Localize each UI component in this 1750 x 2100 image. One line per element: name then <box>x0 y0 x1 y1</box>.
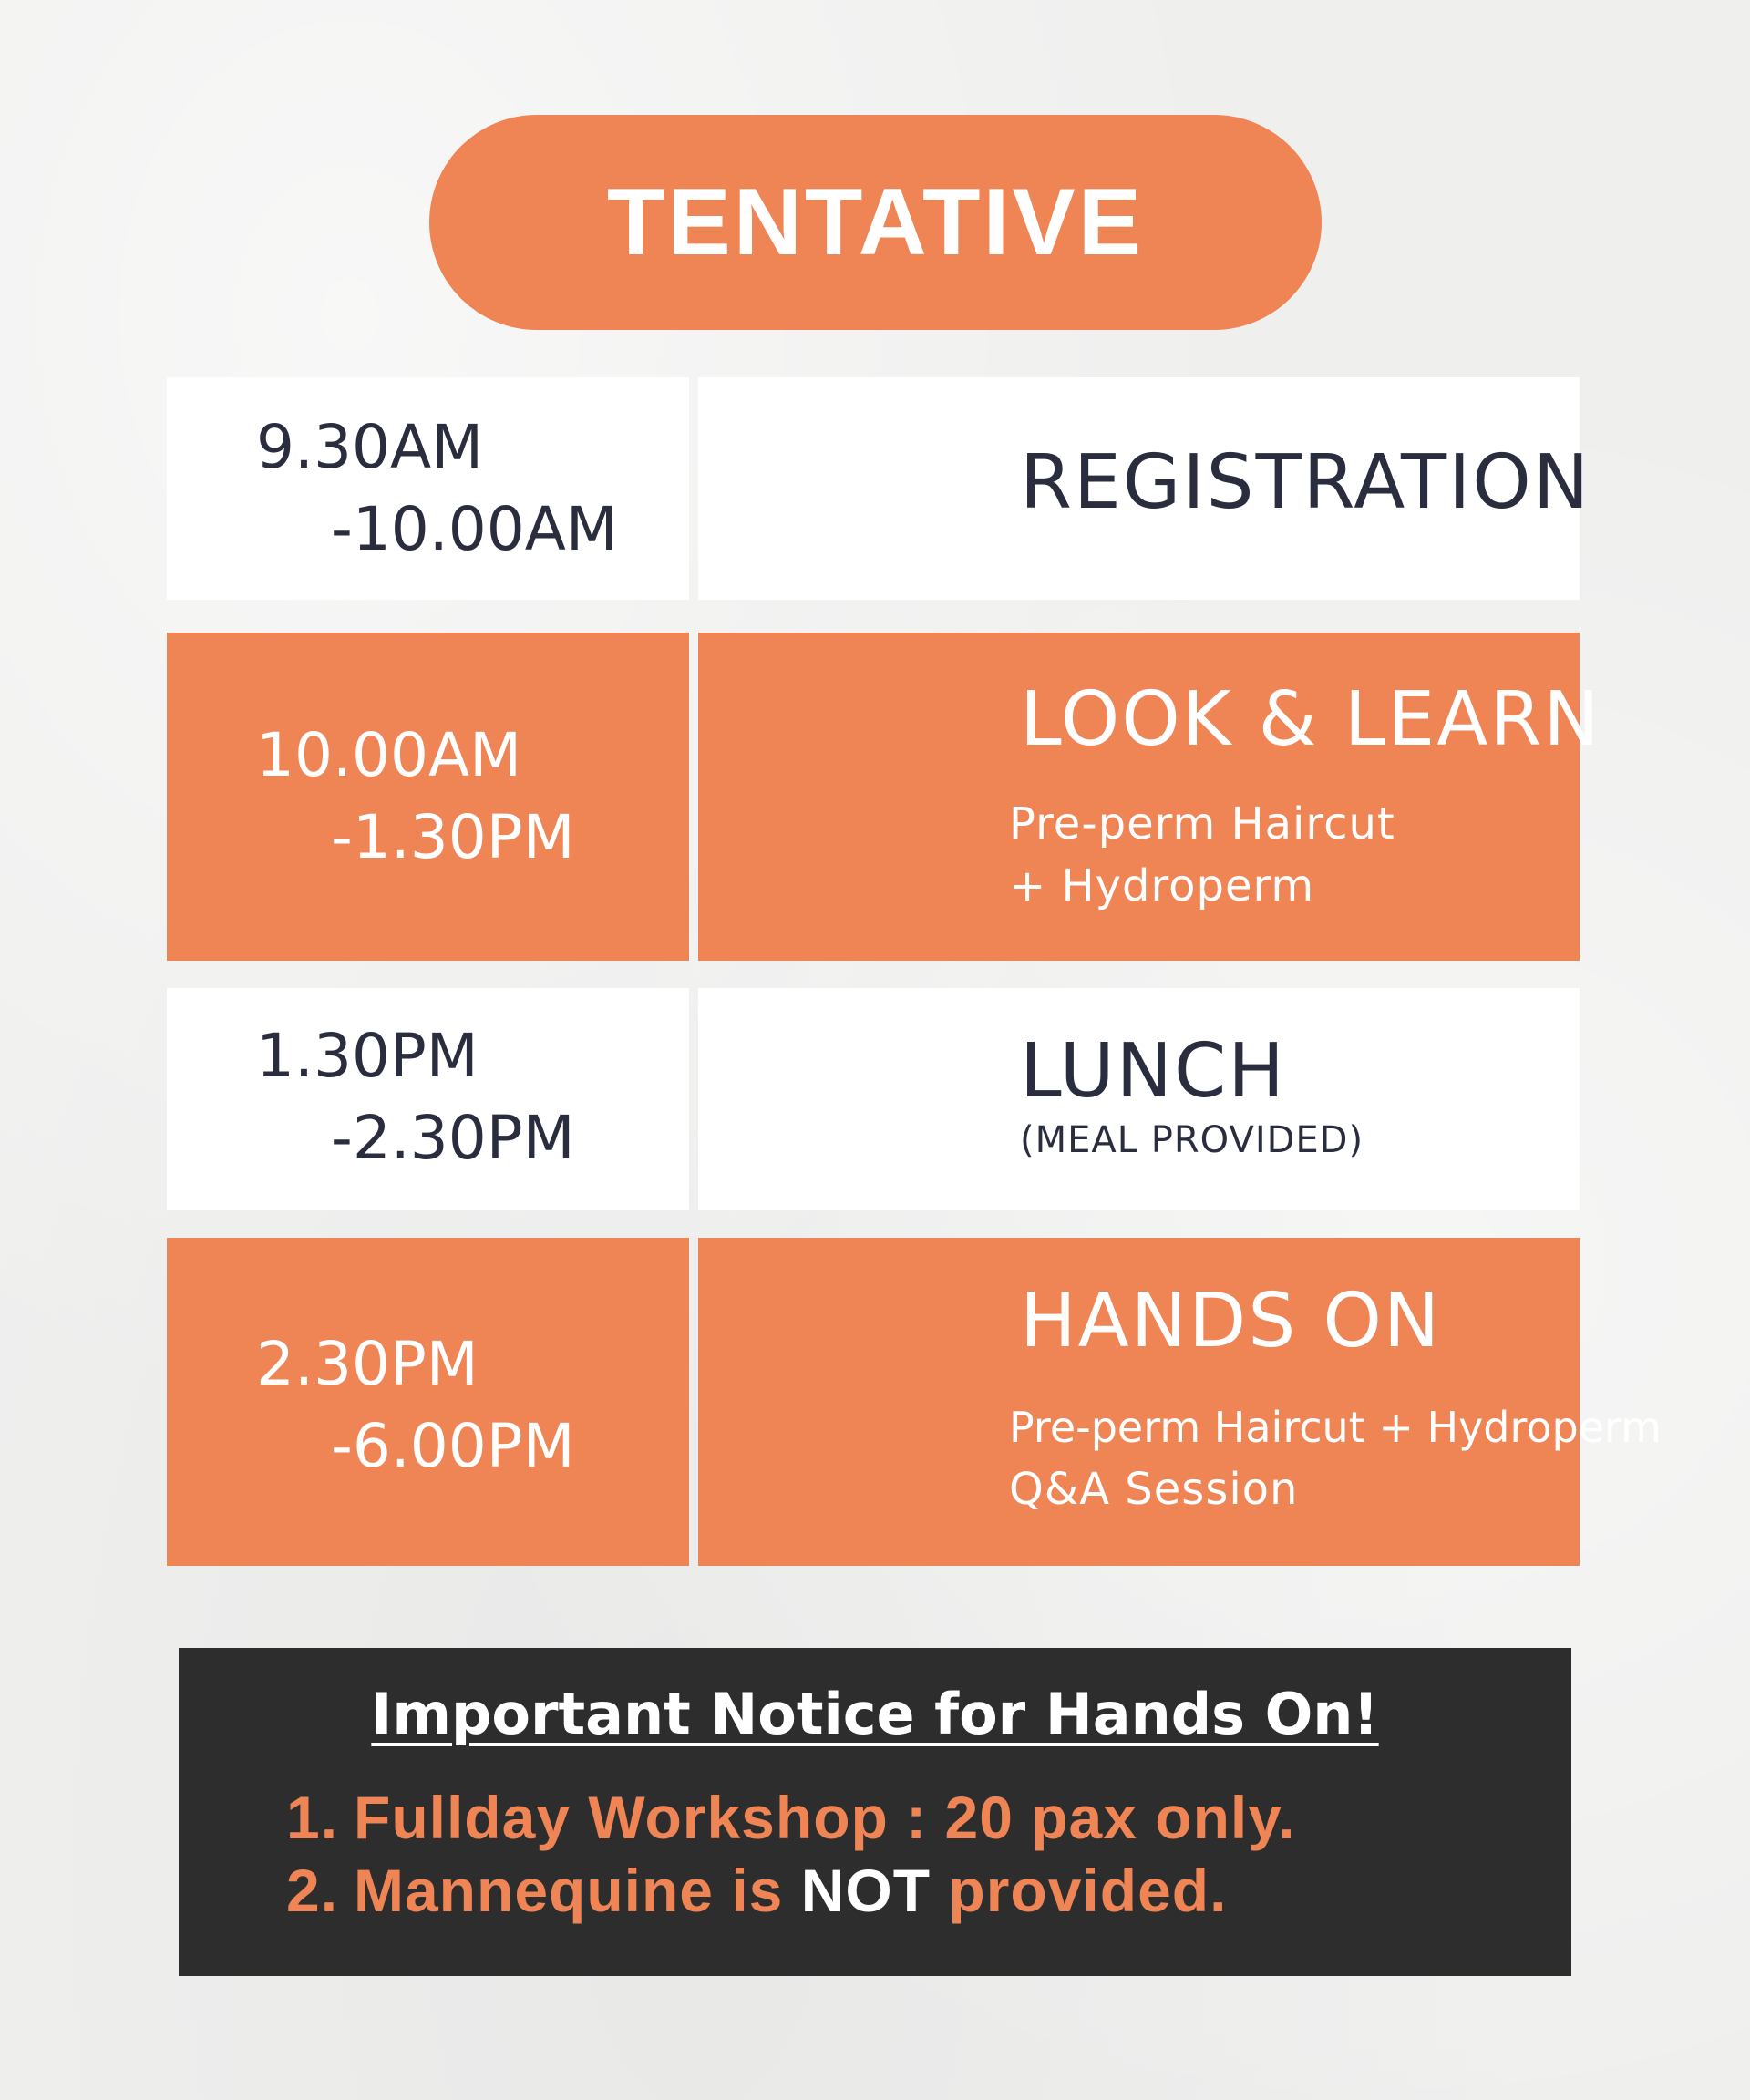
schedule-row-look-and-learn <box>167 633 1601 961</box>
activity-detail: Pre-perm Haircut + Hydroperm <box>1009 1403 1662 1452</box>
notice-item-number: 1. <box>286 1784 339 1851</box>
activity-title: LOOK & LEARN <box>1020 676 1601 763</box>
time-start: 1.30PM <box>256 1021 479 1091</box>
activity-detail: Q&A Session <box>1009 1464 1299 1515</box>
notice-item-1 <box>286 1783 1295 1852</box>
activity-cell <box>698 988 1580 1210</box>
activity-detail: + Hydroperm <box>1009 860 1315 911</box>
time-cell <box>167 633 689 961</box>
time-cell <box>167 377 689 600</box>
notice-item-text: Mannequine is <box>354 1857 801 1924</box>
time-start: 9.30AM <box>256 412 484 482</box>
activity-title: REGISTRATION <box>1020 439 1591 526</box>
notice-item-text: provided. <box>931 1857 1228 1924</box>
time-end: -10.00AM <box>331 494 618 564</box>
schedule-row-lunch <box>167 988 1580 1210</box>
activity-cell <box>698 1238 1662 1566</box>
notice-item-highlight: NOT <box>800 1857 932 1924</box>
notice-item-number: 2. <box>286 1857 339 1924</box>
time-start: 10.00AM <box>256 720 522 790</box>
activity-cell <box>698 377 1591 600</box>
important-notice-box <box>179 1648 1571 1976</box>
schedule-row-hands-on <box>167 1238 1662 1566</box>
notice-item-text: Fullday Workshop : 20 pax only. <box>354 1784 1296 1851</box>
activity-title: HANDS ON <box>1020 1278 1442 1364</box>
activity-cell <box>698 633 1601 961</box>
time-cell <box>167 1238 689 1566</box>
title-banner <box>429 115 1322 330</box>
activity-title: LUNCH <box>1020 1028 1286 1115</box>
schedule-row-registration <box>167 377 1591 600</box>
page-title: TENTATIVE <box>606 169 1145 275</box>
time-end: -1.30PM <box>331 802 575 872</box>
notice-title: Important Notice for Hands On! <box>371 1681 1379 1747</box>
activity-detail: Pre-perm Haircut <box>1009 798 1395 849</box>
notice-item-2 <box>286 1856 1227 1925</box>
time-cell <box>167 988 689 1210</box>
time-end: -6.00PM <box>331 1411 575 1481</box>
time-end: -2.30PM <box>331 1103 575 1173</box>
time-start: 2.30PM <box>256 1329 479 1399</box>
activity-note: (MEAL PROVIDED) <box>1020 1119 1364 1161</box>
